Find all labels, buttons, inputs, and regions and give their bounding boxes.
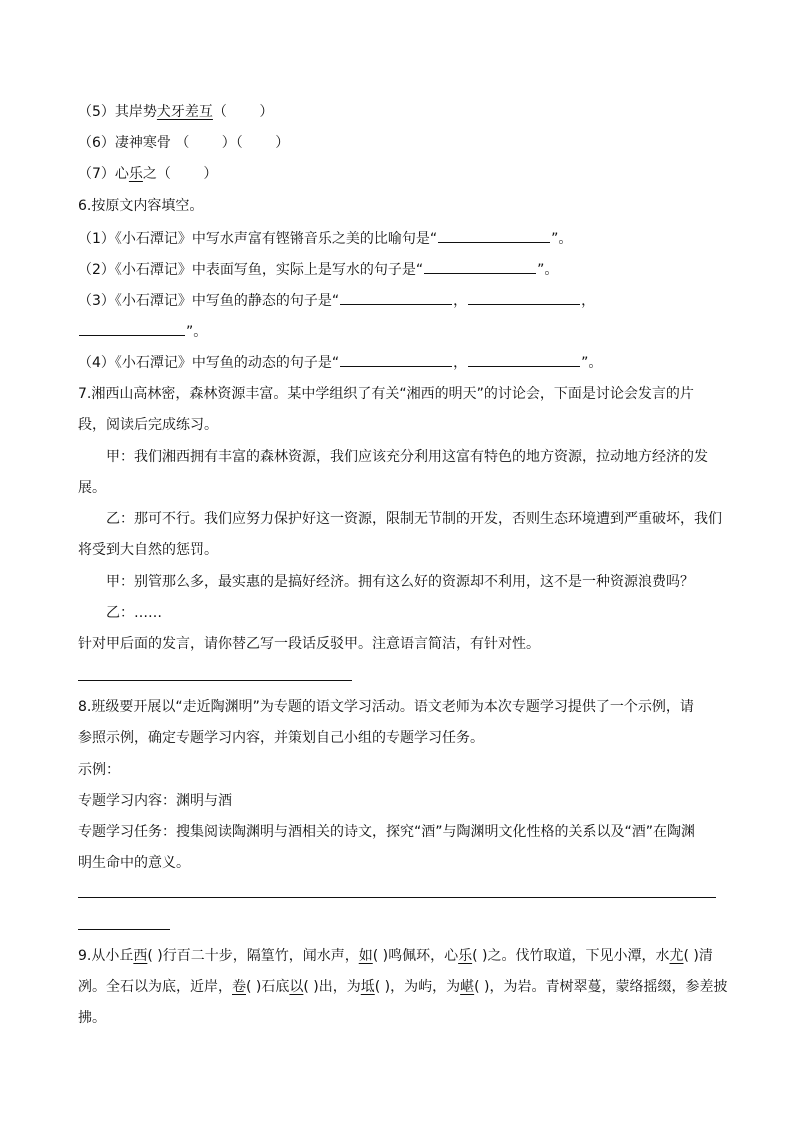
passage-text: ( )清 (683, 948, 713, 964)
q6-s3-prompt: （3）《小石潭记》中写鱼的静态的句子是“ (78, 293, 340, 309)
q6-s2 (78, 259, 558, 280)
q7-yi-1-cont: 将受到大自然的惩罚。 (78, 542, 218, 558)
q9-line-1 (78, 946, 713, 966)
glossary-word: 如 (358, 948, 373, 964)
q6-s3-cont (78, 321, 207, 342)
q7-yi-1: 乙：那可不行。我们应努力保护好这一资源，限制无节制的开发，否则生态环境遭到严重破坏，我们 (106, 511, 722, 527)
glossary-word: 坻 (360, 979, 375, 995)
glossary-word: 嵁 (460, 979, 475, 995)
q6-s4 (78, 352, 602, 373)
glossary-word: 西 (133, 948, 148, 964)
q7-jia-2: 甲：别管那么多，最实惠的是搞好经济。拥有这么好的资源却不利用，这不是一种资源浪费吗？ (106, 574, 694, 590)
passage-text: ( )，为屿，为 (374, 979, 461, 995)
passage-text: ( )石底 (246, 979, 290, 995)
q7-stem-2: 段，阅读后完成练习。 (78, 417, 218, 433)
q6-s2-end: ”。 (537, 262, 559, 278)
answer-line[interactable] (78, 897, 716, 898)
item-5-text: （5）其岸势 (78, 104, 157, 120)
item-7 (78, 164, 217, 184)
item-5-paren: （ ） (212, 104, 274, 120)
glossary-word: 尤 (669, 948, 684, 964)
glossary-word: 以 (289, 979, 304, 995)
item-5-underlined: 犬牙差互 (156, 104, 213, 120)
comma: ， (453, 293, 468, 309)
item-7-text: （7）心 (78, 166, 129, 182)
q8-task-1: 专题学习任务：搜集阅读陶渊明与酒相关的诗文，探究“酒”与陶渊明文化性格的关系以及“酒”在陶渊 (78, 824, 696, 840)
item-5 (78, 102, 273, 122)
q8-stem-1: 8.班级要开展以“走近陶渊明”为专题的语文学习活动。语文老师为本次专题学习提供了一个示例，请 (78, 699, 694, 715)
q9-line-3: 拂。 (78, 1010, 106, 1026)
q6-s1-prompt: （1）《小石潭记》中写水声富有铿锵音乐之美的比喻句是“ (78, 231, 438, 247)
item-7-underlined: 乐 (128, 166, 143, 182)
item-7-paren: 之（ ） (142, 166, 218, 182)
q6-s1-end: ”。 (551, 231, 573, 247)
answer-blank[interactable] (79, 321, 185, 336)
passage-text: 冽。全石以为底，近岸， (78, 979, 232, 995)
q7-task: 针对甲后面的发言，请你替乙写一段话反驳甲。注意语言简洁，有针对性。 (78, 636, 540, 652)
answer-blank[interactable] (424, 259, 536, 274)
q7-jia-1-cont: 展。 (78, 480, 106, 496)
answer-blank[interactable] (468, 352, 580, 367)
q8-example-label: 示例： (78, 762, 120, 778)
q6-s2-prompt: （2）《小石潭记》中表面写鱼，实际上是写水的句子是“ (78, 262, 424, 278)
q8-stem-2: 参照示例，确定专题学习内容，并策划自己小组的专题学习任务。 (78, 730, 484, 746)
answer-blank[interactable] (468, 290, 580, 305)
answer-blank[interactable] (340, 290, 452, 305)
answer-blank[interactable] (438, 228, 550, 243)
q7-stem-1: 7.湘西山高林密，森林资源丰富。某中学组织了有关“湘西的明天”的讨论会，下面是讨论会发言的片 (78, 386, 694, 402)
q6-s4-prompt: （4）《小石潭记》中写鱼的动态的句子是“ (78, 355, 340, 371)
glossary-word: 乐 (458, 948, 473, 964)
q6-s3-end: ”。 (186, 324, 208, 340)
glossary-word: 卷 (232, 979, 246, 995)
answer-line[interactable] (78, 929, 170, 930)
answer-blank[interactable] (340, 352, 452, 367)
q6-s4-end: ”。 (581, 355, 603, 371)
q7-yi-2: 乙：…… (106, 605, 162, 621)
passage-text: ( )鸣佩环，心 (372, 948, 459, 964)
passage-text: ( )出，为 (303, 979, 361, 995)
comma: ， (581, 293, 596, 309)
q6-s1 (78, 228, 572, 249)
comma: ， (453, 355, 468, 371)
passage-text: ( )行百二十步，隔篁竹，闻水声， (147, 948, 359, 964)
passage-text: ( )之。伐竹取道，下见小潭，水 (472, 948, 670, 964)
q6-title: 6.按原文内容填空。 (78, 198, 204, 214)
passage-text: 9.从小丘 (78, 948, 134, 964)
q6-s3 (78, 290, 595, 311)
item-6: （6）凄神寒骨 （ ）（ ） (78, 135, 290, 151)
q8-task-2: 明生命中的意义。 (78, 855, 190, 871)
q8-content: 专题学习内容：渊明与酒 (78, 793, 232, 809)
answer-line[interactable] (78, 680, 352, 681)
passage-text: ( )，为岩。青树翠蔓，蒙络摇缀，参差披 (474, 979, 728, 995)
q9-line-2 (78, 977, 728, 997)
q7-jia-1: 甲：我们湘西拥有丰富的森林资源，我们应该充分利用这富有特色的地方资源，拉动地方经济的发 (106, 449, 708, 465)
